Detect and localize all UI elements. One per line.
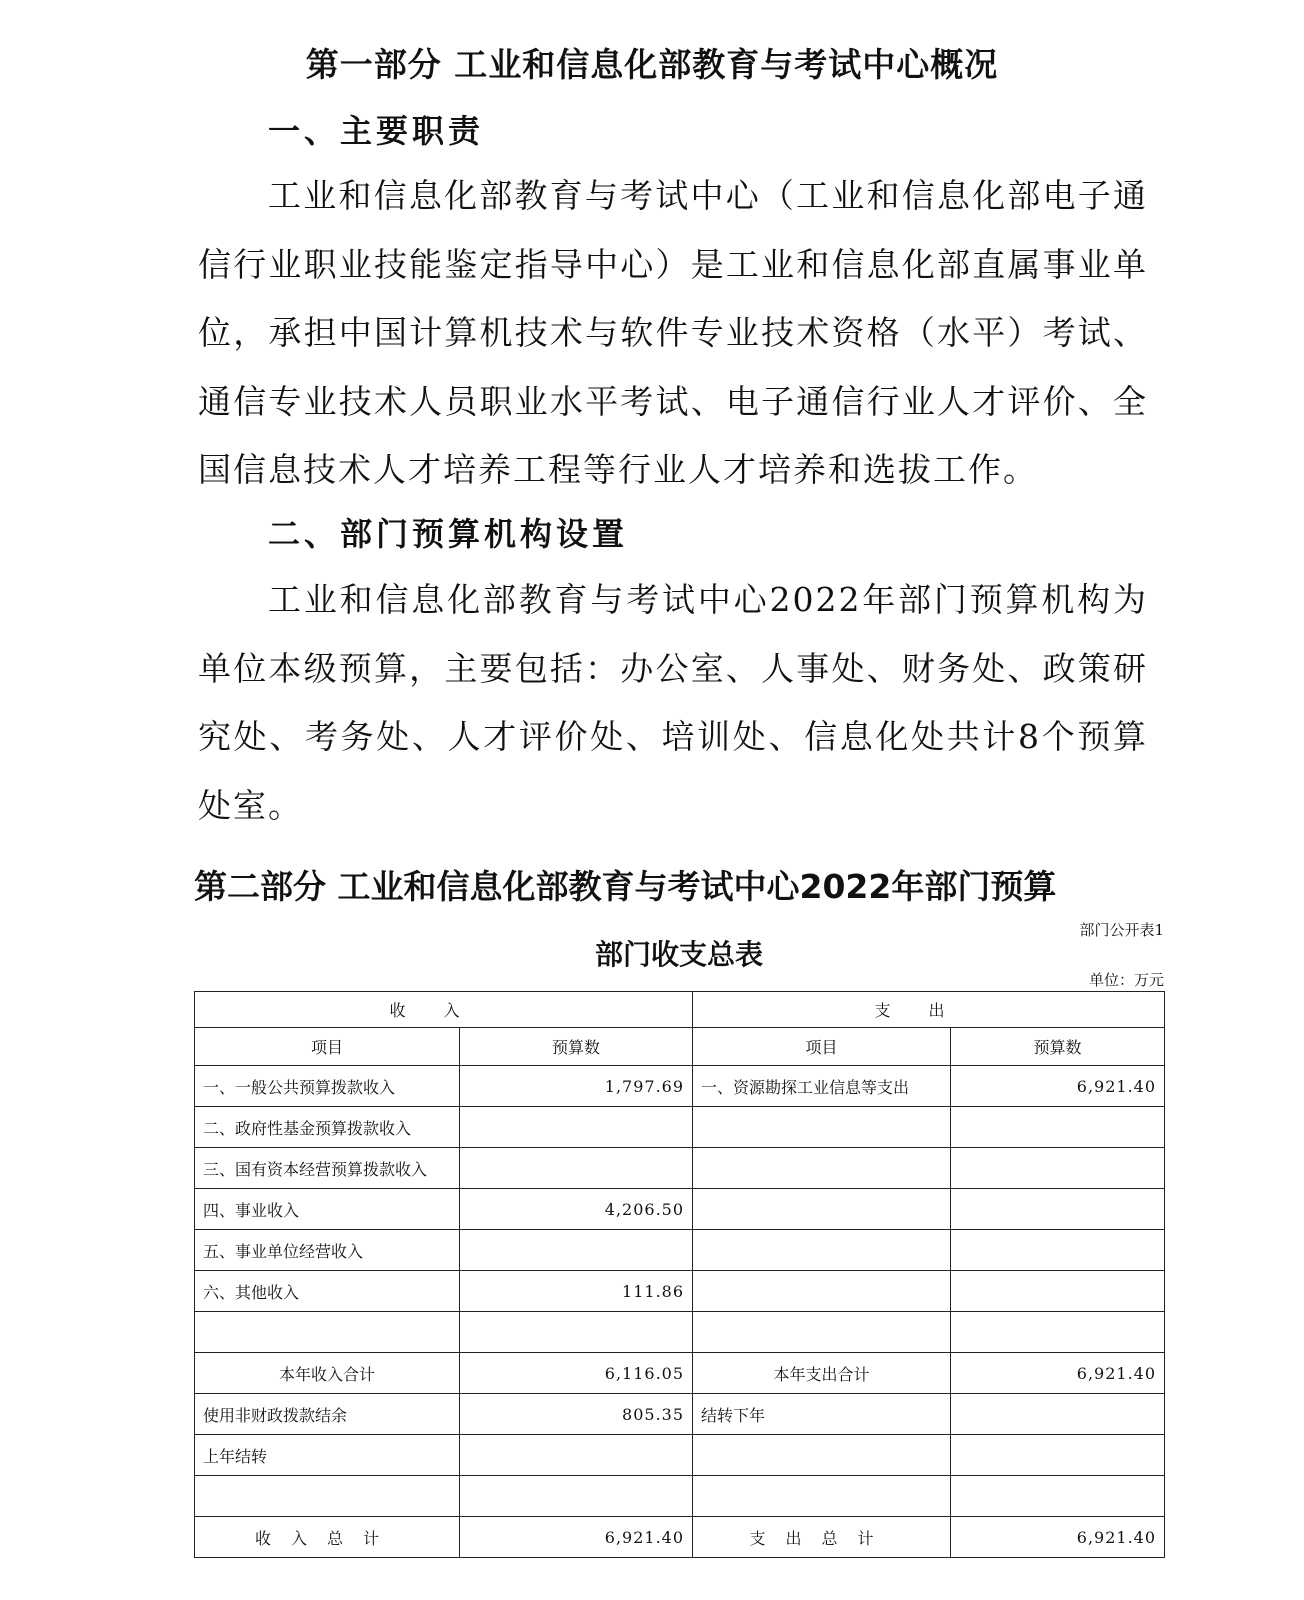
grand-income-total-label: 收入总计 [195, 1517, 460, 1558]
expense-header: 支出 [693, 992, 1165, 1028]
part2-title: 第二部分 工业和信息化部教育与考试中心2022年部门预算 [194, 867, 1057, 906]
table-number: 部门公开表1 [1079, 921, 1164, 939]
table-row [195, 1189, 1165, 1230]
table-row [195, 1230, 1165, 1271]
table-row [195, 1066, 1165, 1107]
section2-heading: 二、部门预算机构设置 [268, 515, 629, 553]
table-row [195, 1312, 1165, 1353]
year-expense-total-amount: 6,921.40 [951, 1353, 1165, 1394]
expense-item [693, 1230, 951, 1271]
income-amount [460, 1230, 693, 1271]
table-row [195, 1271, 1165, 1312]
table-row [195, 1148, 1165, 1189]
expense-amount [951, 1148, 1165, 1189]
expense-amount [951, 1476, 1165, 1517]
income-item: 二、政府性基金预算拨款收入 [195, 1107, 460, 1148]
expense-item: 一、资源勘探工业信息等支出 [693, 1066, 951, 1107]
expense-item: 结转下年 [693, 1394, 951, 1435]
income-amount: 1,797.69 [460, 1066, 693, 1107]
income-item: 三、国有资本经营预算拨款收入 [195, 1148, 460, 1189]
income-amount [460, 1107, 693, 1148]
table-row [195, 1476, 1165, 1517]
expense-amount: 6,921.40 [951, 1066, 1165, 1107]
table-row [195, 1107, 1165, 1148]
income-amount: 4,206.50 [460, 1189, 693, 1230]
income-item: 六、其他收入 [195, 1271, 460, 1312]
table-column-header [195, 1028, 1165, 1066]
income-item: 使用非财政拨款结余 [195, 1394, 460, 1435]
expense-amount [951, 1189, 1165, 1230]
income-item: 四、事业收入 [195, 1189, 460, 1230]
expense-item [693, 1107, 951, 1148]
expense-item [693, 1148, 951, 1189]
year-income-total-amount: 6,116.05 [460, 1353, 693, 1394]
expense-amount [951, 1107, 1165, 1148]
expense-item [693, 1435, 951, 1476]
unit-label: 单位：万元 [1088, 971, 1164, 989]
grand-expense-total-amount: 6,921.40 [951, 1517, 1165, 1558]
expense-amount [951, 1230, 1165, 1271]
grand-total-row [195, 1517, 1165, 1558]
income-item: 一、一般公共预算拨款收入 [195, 1066, 460, 1107]
income-amount: 111.86 [460, 1271, 693, 1312]
income-item-header: 项目 [195, 1028, 460, 1066]
expense-amount-header: 预算数 [951, 1028, 1165, 1066]
section1-heading: 一、主要职责 [268, 112, 485, 150]
expense-amount [951, 1435, 1165, 1476]
expense-item [693, 1476, 951, 1517]
income-amount [460, 1312, 693, 1353]
year-expense-total-label: 本年支出合计 [693, 1353, 951, 1394]
year-income-total-label: 本年收入合计 [195, 1353, 460, 1394]
expense-item [693, 1312, 951, 1353]
grand-income-total-amount: 6,921.40 [460, 1517, 693, 1558]
section2-paragraph: 工业和信息化部教育与考试中心2022年部门预算机构为单位本级预算，主要包括：办公室、人事处、财务处、政策研究处、考务处、人才评价处、培训处、信息化处共计8个预算处室。 [198, 580, 1148, 825]
income-amount [460, 1435, 693, 1476]
expense-amount [951, 1394, 1165, 1435]
grand-expense-total-label: 支出总计 [693, 1517, 951, 1558]
expense-item [693, 1189, 951, 1230]
income-amount: 805.35 [460, 1394, 693, 1435]
expense-item-header: 项目 [693, 1028, 951, 1066]
income-header: 收入 [195, 992, 693, 1028]
income-item [195, 1312, 460, 1353]
table-row [195, 1435, 1165, 1476]
expense-amount [951, 1312, 1165, 1353]
expense-item [693, 1271, 951, 1312]
income-amount-header: 预算数 [460, 1028, 693, 1066]
budget-summary-table [194, 991, 1165, 1558]
part1-title: 第一部分 工业和信息化部教育与考试中心概况 [305, 45, 999, 84]
income-item [195, 1476, 460, 1517]
table-row [195, 1394, 1165, 1435]
income-item: 五、事业单位经营收入 [195, 1230, 460, 1271]
income-amount [460, 1148, 693, 1189]
year-total-row [195, 1353, 1165, 1394]
section1-paragraph: 工业和信息化部教育与考试中心（工业和信息化部电子通信行业职业技能鉴定指导中心）是工业和信息化部直属事业单位，承担中国计算机技术与软件专业技术资格（水平）考试、通信专业技术人员职业水平考试、电子通信行业人才评价、全国信息技术人才培养工程等行业人才培养和选拔工作。 [198, 176, 1148, 489]
table-group-header [195, 992, 1165, 1028]
income-amount [460, 1476, 693, 1517]
table-title: 部门收支总表 [594, 938, 763, 971]
expense-amount [951, 1271, 1165, 1312]
income-item: 上年结转 [195, 1435, 460, 1476]
